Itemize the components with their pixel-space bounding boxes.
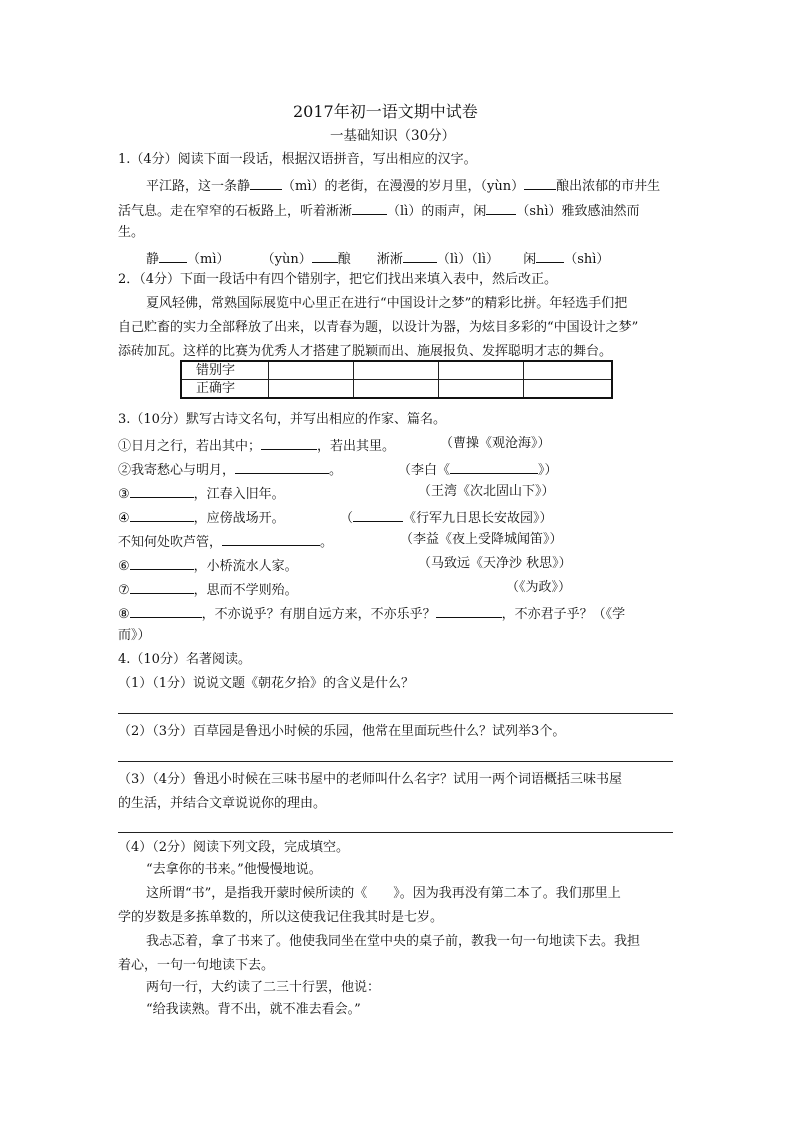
table-header-wrong: 错别字 — [181, 361, 269, 380]
table-cell[interactable] — [524, 361, 612, 380]
q3-text: ④ — [118, 511, 130, 526]
answer-blank[interactable] — [312, 249, 338, 263]
answer-blank[interactable] — [130, 604, 202, 618]
answer-line[interactable] — [118, 832, 673, 833]
q3-text: 。 — [320, 535, 334, 550]
q3-line8 — [118, 604, 625, 623]
q1-text: （lì）的雨声，闲 — [387, 204, 487, 219]
q1-text: 酿出浓郁的市井生 — [556, 179, 661, 194]
reading-line1: “去拿你的书来。”他慢慢地说。 — [146, 862, 322, 877]
q4-sub2: （2）（3分）百草园是鲁迅小时候的乐园，他常在里面玩些什么？试列举3个。 — [118, 724, 566, 739]
answer-blank[interactable] — [450, 460, 538, 474]
reading-line2: 这所谓“书”，是指我开蒙时候所读的《 》。因为我再没有第二本了。我们那里上 — [146, 886, 621, 901]
q1-text: （mì）的老街，在漫漫的岁月里，（yùn） — [282, 179, 525, 194]
q1-passage-line2 — [118, 201, 640, 220]
table-cell[interactable] — [269, 380, 354, 399]
table-cell[interactable] — [524, 380, 612, 399]
table-cell[interactable] — [439, 361, 524, 380]
q3-line8-cont: 而》） — [118, 628, 151, 643]
q3-line7 — [118, 580, 298, 599]
answer-blank[interactable] — [536, 249, 564, 263]
table-header-correct: 正确字 — [181, 380, 269, 399]
reading-line3: 学的岁数是多拣单数的，所以这使我记住我其时是七岁。 — [118, 910, 444, 925]
q3-text: 》） — [538, 463, 558, 478]
typo-table — [180, 360, 613, 399]
q4-prompt: 4.（10分）名著阅读。 — [118, 652, 251, 667]
page-title: 2017年初一语文期中试卷 — [293, 102, 478, 121]
answer-blank[interactable] — [130, 484, 194, 498]
q3-text: 。 — [329, 463, 343, 478]
q3-prompt: 3.（10分）默写古诗文名句，并写出相应的作家、篇名。 — [118, 412, 446, 427]
q3-source1: （曹操《观沧海》） — [440, 436, 551, 451]
q1-text: 平江路，这一条静 — [146, 179, 251, 194]
q3-text: 不知何处吹芦管， — [118, 535, 223, 550]
q4-sub1: （1）（1分）说说文题《朝花夕拾》的含义是什么？ — [118, 676, 415, 691]
q4-sub4: （4）（2分）阅读下列文段，完成填空。 — [118, 840, 350, 855]
q3-source6: （马致远《天净沙 秋思》） — [418, 556, 572, 571]
q3-line4 — [118, 508, 285, 527]
answer-blank[interactable] — [261, 436, 317, 450]
q3-text: 《行军九日思长安故园》） — [403, 511, 553, 526]
answer-blank[interactable] — [486, 201, 516, 215]
reading-line4: 我忐忑着，拿了书来了。他使我同坐在堂中央的桌子前，教我一句一句地读下去。我担 — [146, 934, 641, 949]
table-cell[interactable] — [354, 380, 439, 399]
answer-blank[interactable] — [352, 201, 387, 215]
q4-sub3-line2: 的生活，并结合文章说说你的理由。 — [118, 796, 327, 811]
answer-blank[interactable] — [159, 249, 187, 263]
reading-line7: “给我读熟。背不出，就不准去看会。” — [146, 1002, 361, 1017]
q1-ans: （shì） — [564, 252, 610, 267]
q1-ans: （yùn） — [261, 252, 312, 267]
q2-prompt: 2．（4分）下面一段话中有四个错别字，把它们找出来填入表中，然后改正。 — [118, 272, 558, 287]
table-cell[interactable] — [354, 361, 439, 380]
q3-line2 — [118, 460, 342, 479]
q3-source7: （《为政》） — [506, 580, 572, 595]
q4-sub3-line1: （3）（4分）鲁迅小时候在三味书屋中的老师叫什么名字？试用一两个词语概括三味书屋 — [118, 772, 623, 787]
q3-text: （ — [340, 511, 354, 526]
answer-blank[interactable] — [130, 556, 194, 570]
q3-text: ，应傍战场开。 — [193, 511, 285, 526]
table-row — [181, 361, 612, 380]
q1-passage-line3: 生。 — [118, 225, 145, 240]
table-cell[interactable] — [439, 380, 524, 399]
q3-text: ，思而不学则殆。 — [193, 583, 298, 598]
q1-ans: 酿 — [337, 252, 351, 267]
q1-answer-row — [146, 249, 609, 268]
q3-source4 — [340, 508, 553, 527]
q3-text: ，不亦说乎？有朋自远方来，不亦乐乎？ — [201, 607, 436, 622]
answer-blank[interactable] — [524, 176, 556, 190]
q3-text: ，不亦君子乎？（《学 — [501, 607, 626, 622]
table-row — [181, 380, 612, 399]
answer-blank[interactable] — [130, 508, 194, 522]
answer-blank[interactable] — [353, 508, 403, 522]
q3-text: ①日月之行，若出其中； — [118, 439, 262, 454]
answer-blank[interactable] — [222, 532, 320, 546]
q3-text: ，小桥流水人家。 — [193, 559, 298, 574]
q3-text: ②我寄愁心与明月， — [118, 463, 236, 478]
q3-source2 — [398, 460, 558, 479]
q1-passage-line1 — [146, 176, 660, 195]
q1-ans: 淅淅 — [376, 252, 403, 267]
q3-line1 — [118, 436, 395, 455]
q1-text: （shì）雅致感油然而 — [516, 204, 640, 219]
q2-passage-line2: 自己贮畜的实力全部释放了出来，以青春为题，以设计为器，为炫目多彩的“中国设计之梦” — [118, 320, 639, 335]
q3-line3 — [118, 484, 285, 503]
q1-ans: （lì）（lì） — [436, 252, 500, 267]
answer-blank[interactable] — [436, 604, 502, 618]
q3-text: ⑦ — [118, 583, 130, 598]
q1-text: 活气息。走在窄窄的石板路上，听着淅淅 — [118, 204, 353, 219]
reading-line5: 着心，一句一句地读下去。 — [118, 958, 275, 973]
q2-passage-line1: 夏风轻佛，常熟国际展览中心里正在进行“中国设计之梦”的精彩比拼。年轻选手们把 — [146, 296, 628, 311]
q1-ans: （mì） — [187, 252, 230, 267]
q2-passage-line3: 添砖加瓦。这样的比赛为优秀人才搭建了脱颖而出、施展报负、发挥聪明才志的舞台。 — [118, 344, 613, 359]
q3-text: ⑥ — [118, 559, 130, 574]
q3-text: （李白《 — [398, 463, 451, 478]
reading-line6: 两句一行，大约读了二三十行罢，他说： — [146, 980, 381, 995]
answer-blank[interactable] — [403, 249, 437, 263]
q1-ans: 静 — [146, 252, 160, 267]
answer-blank[interactable] — [130, 580, 194, 594]
q3-line6 — [118, 556, 298, 575]
answer-blank[interactable] — [235, 460, 329, 474]
q1-ans: 闲 — [523, 252, 537, 267]
q3-line5 — [118, 532, 333, 551]
q3-text: ，江春入旧年。 — [193, 487, 285, 502]
q3-source5: （李益《夜上受降城闻笛》） — [400, 532, 563, 547]
q3-source3: （王湾《次北固山下》） — [418, 484, 555, 499]
answer-line[interactable] — [118, 713, 673, 714]
table-cell[interactable] — [269, 361, 354, 380]
q3-text: ⑧ — [118, 607, 130, 622]
section-heading: 一基础知识（30分） — [330, 128, 456, 144]
answer-line[interactable] — [118, 761, 673, 762]
q1-prompt: 1.（4分）阅读下面一段话，根据汉语拼音，写出相应的汉字。 — [118, 152, 477, 167]
q3-text: ，若出其里。 — [317, 439, 396, 454]
answer-blank[interactable] — [250, 176, 282, 190]
q3-text: ③ — [118, 487, 130, 502]
